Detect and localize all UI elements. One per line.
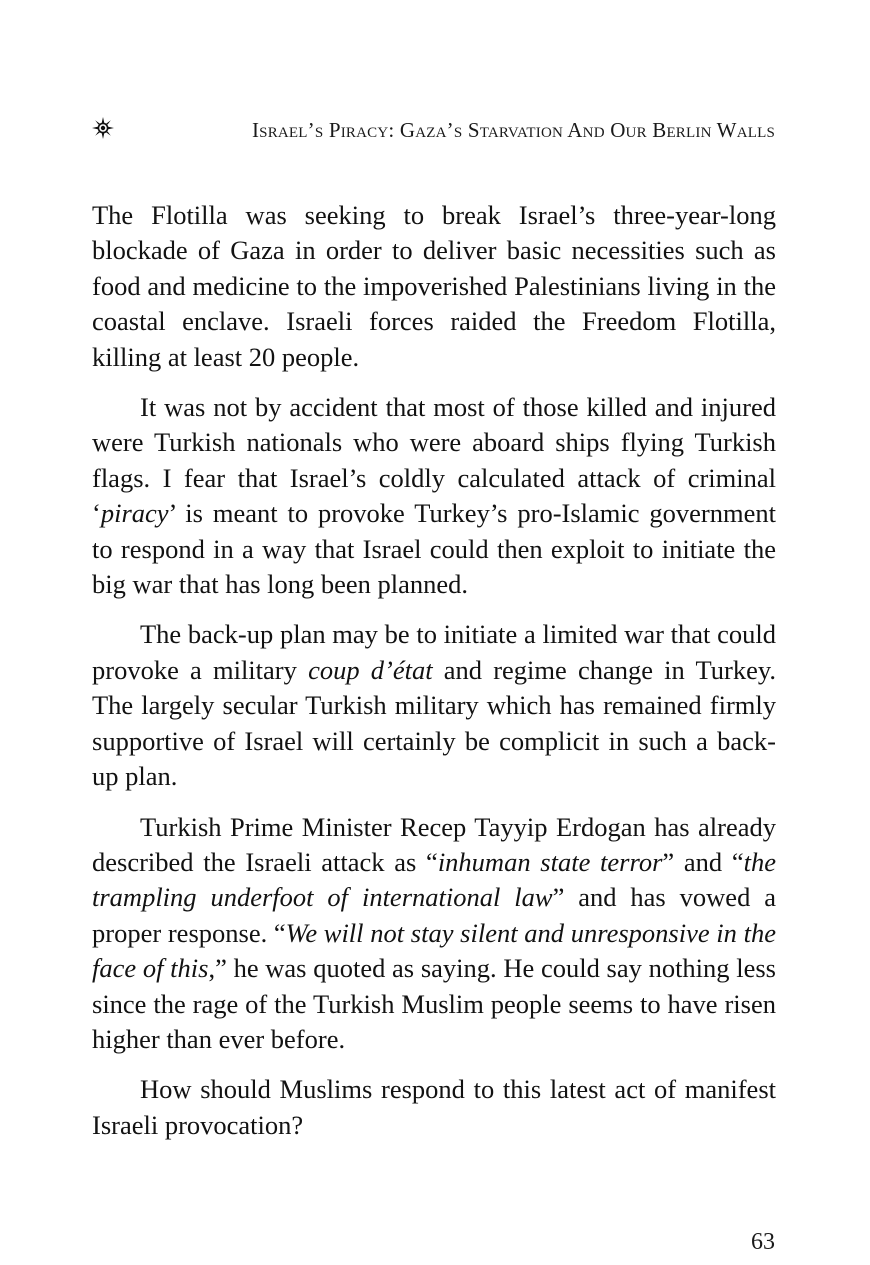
- paragraph-3-part-b: and regime change in Turkey. The largely secular Turkish military which has remained firmly supportive of Israel will certainly be complicit in such a back-up plan.: [92, 654, 776, 792]
- body-text: [92, 198, 776, 1158]
- paragraph-4-quote-1: inhuman state terror: [437, 846, 663, 877]
- running-head: Israel’s Piracy: Gaza’s Starvation And Our Berlin Walls: [251, 118, 775, 142]
- paragraph-4-part-b: ” and “: [662, 846, 744, 877]
- paragraph-3: [92, 617, 776, 794]
- paragraph-4-quote-3: We will not stay silent and unresponsive in the face of this: [92, 917, 776, 984]
- paragraph-2-part-a: It was not by accident that most of those killed and injured were Turkish nationals who were aboard ships flying Turkish flags. I fear that Israel’s coldly calculated attack of criminal ‘: [92, 392, 776, 529]
- paragraph-5: How should Muslims respond to this latest act of manifest Israeli provocation?: [92, 1074, 776, 1140]
- paragraph-4-part-a: Turkish Prime Minister Recep Tayyip Erdogan has already described the Israeli attack as “: [92, 811, 776, 877]
- paragraph-3-emphasis: coup d’état: [308, 654, 433, 685]
- paragraph-4-quote-2: the trampling underfoot of international law: [92, 846, 776, 913]
- starburst-ornament-icon: [92, 117, 114, 139]
- paragraph-1: The Flotilla was seeking to break Israel’s three-year-long blockade of Gaza in order to deliver basic necessities such as food and medicine to the impoverished Palestinians living in the coastal enclave. Israeli forces raided the Freedom Flotilla, killing at least 20 people.: [92, 200, 776, 372]
- paragraph-4-part-d: ,” he was quoted as saying. He could say nothing less since the rage of the Turkish Muslim people seems to have risen higher than ever before.: [92, 953, 776, 1054]
- paragraph-2: [92, 390, 776, 602]
- paragraph-2-part-b: ’ is meant to provoke Turkey’s pro-Islamic government to respond in a way that Israel could then exploit to initiate the big war that has long been planned.: [92, 498, 776, 600]
- page-number: 63: [751, 1229, 775, 1255]
- paragraph-3-part-a: The back-up plan may be to initiate a limited war that could provoke a military: [92, 619, 776, 685]
- paragraph-4: [92, 810, 776, 1058]
- paragraph-2-emphasis: piracy: [100, 498, 169, 529]
- paragraph-4-part-c: ” and has vowed a proper response. “: [92, 882, 776, 948]
